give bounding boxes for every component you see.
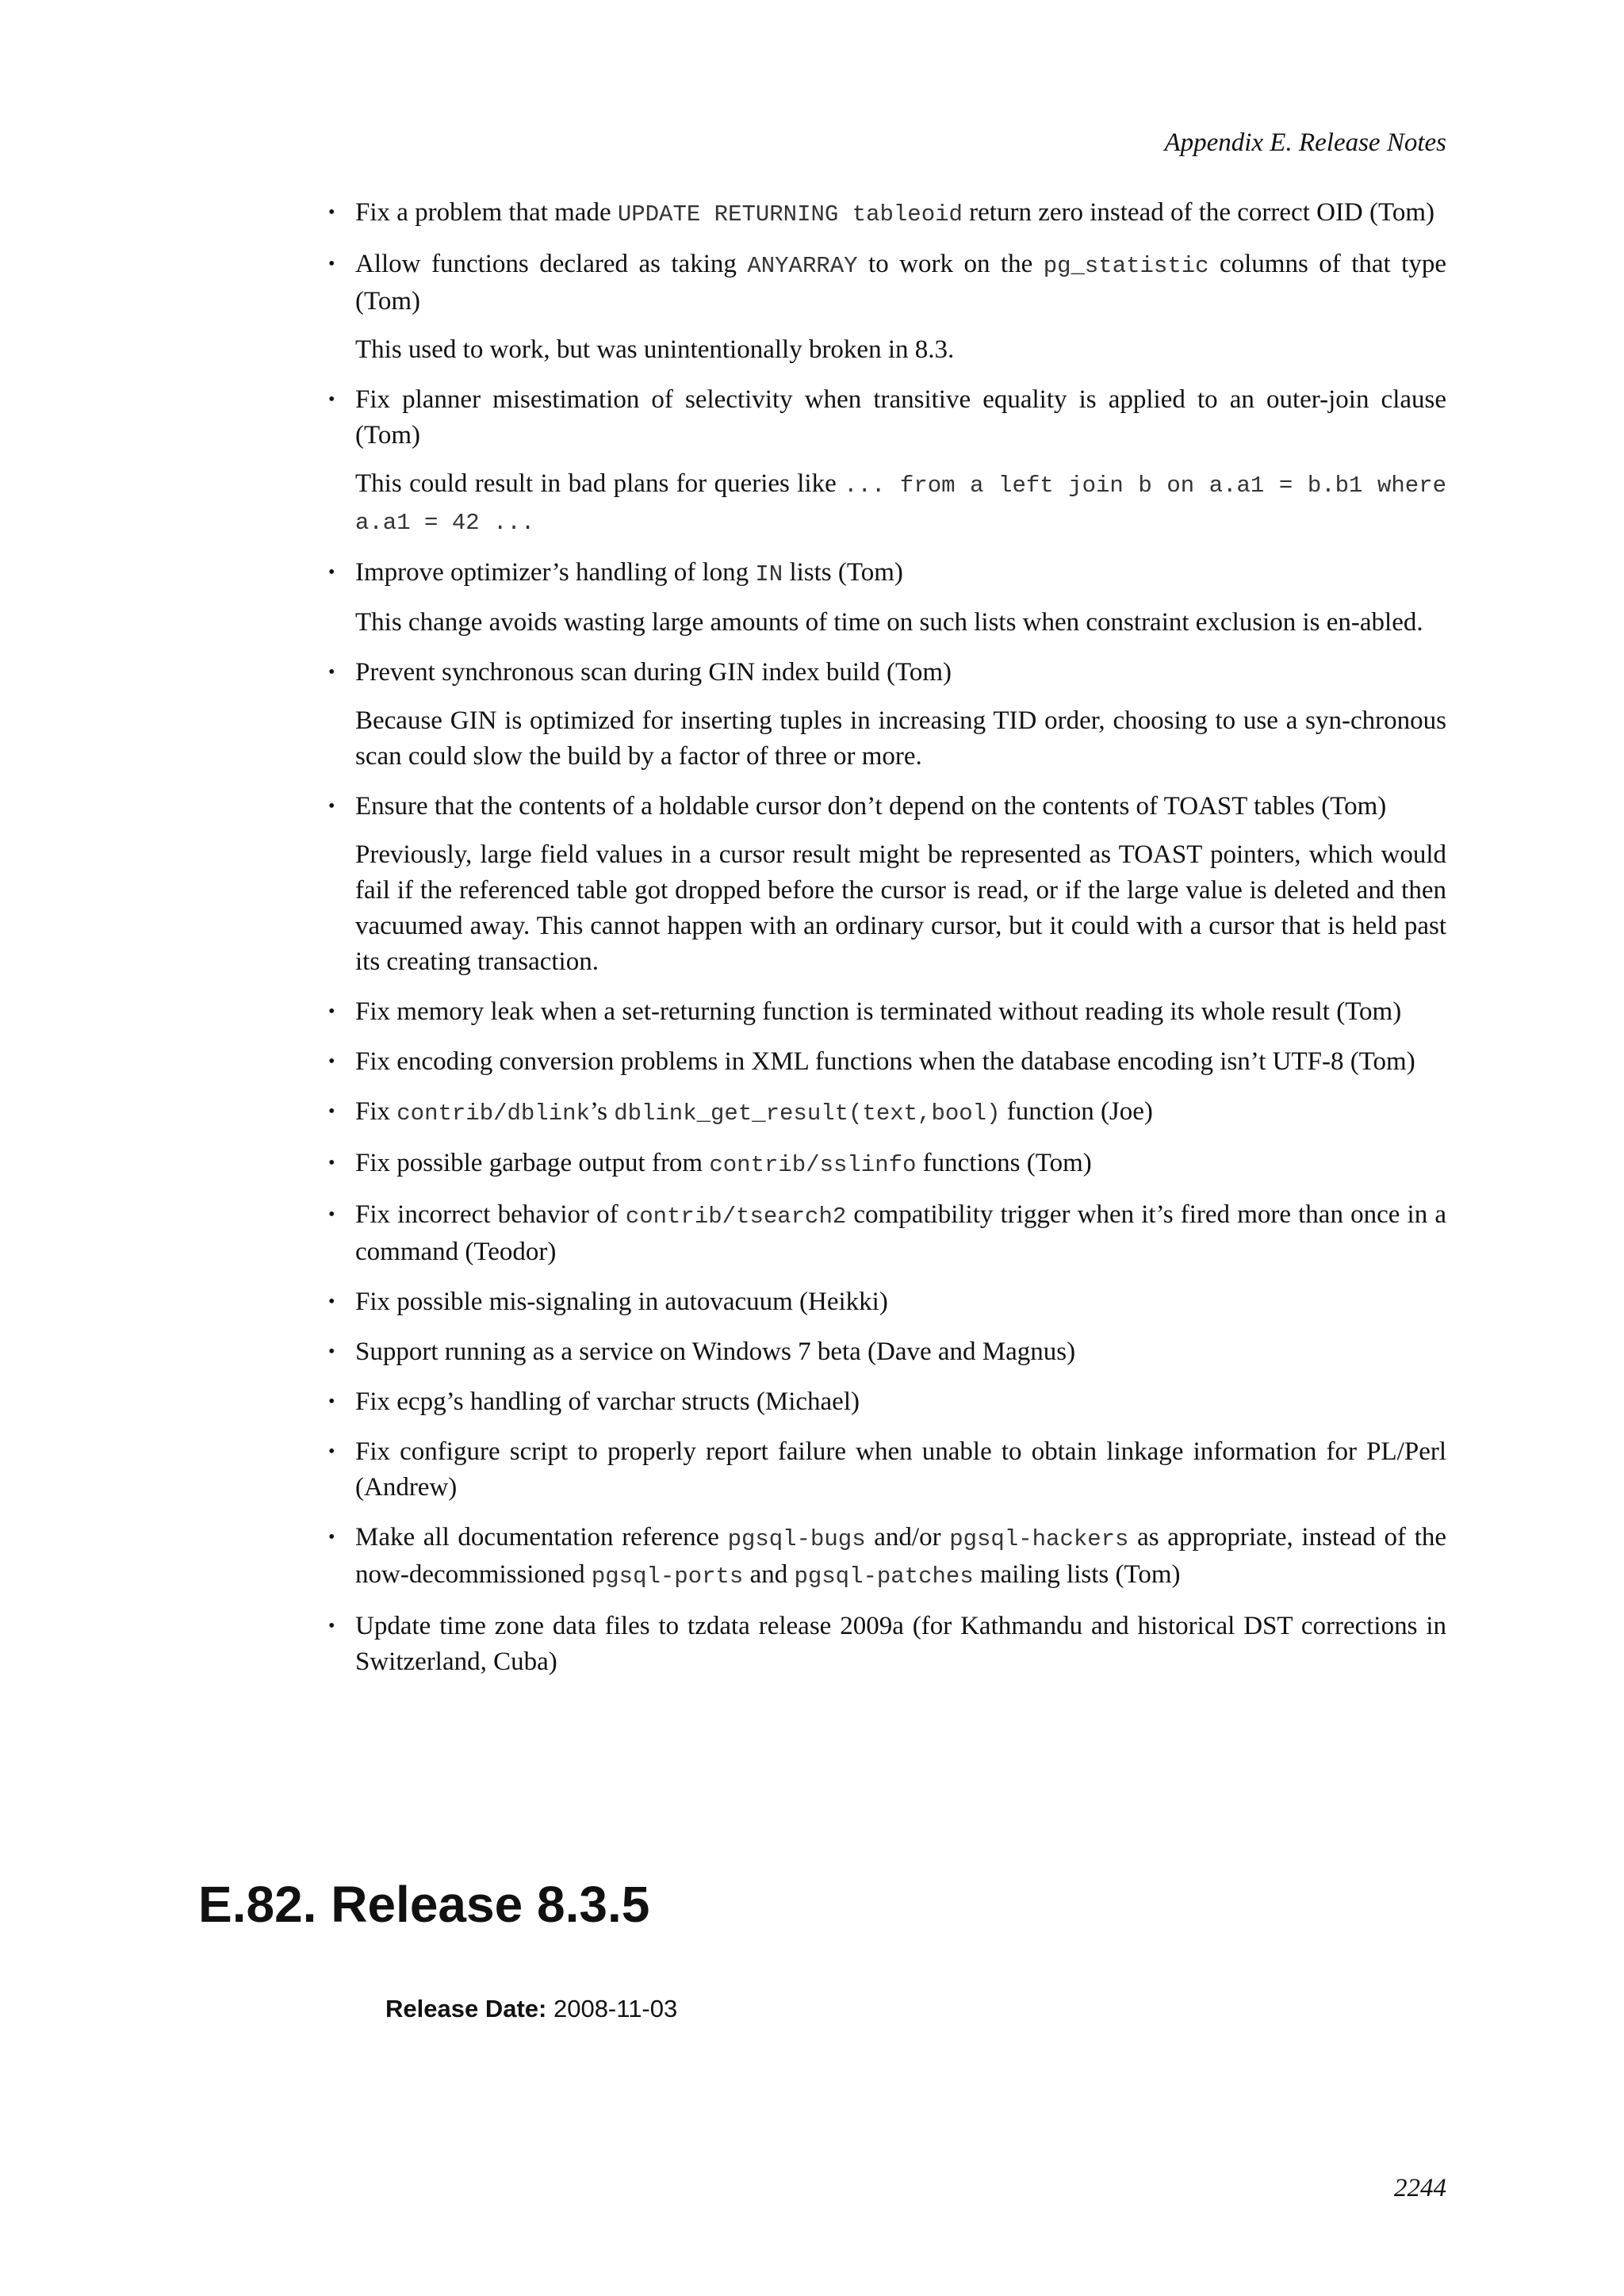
bullet-icon: • — [328, 1101, 335, 1122]
release-date-value: 2008-11-03 — [553, 1995, 678, 2022]
text-run: mailing lists (Tom) — [973, 1560, 1181, 1589]
text-run: Make all documentation reference — [355, 1523, 728, 1552]
bullet-icon: • — [328, 1204, 335, 1225]
page-number: 2244 — [1394, 2174, 1446, 2202]
section-title: E.82. Release 8.3.5 — [198, 1876, 650, 1933]
inline-code: ANYARRAY — [747, 253, 858, 279]
bullet-icon: • — [328, 1441, 335, 1462]
text-run: Previously, large field values in a cursor result might be represented as TOAST pointers, which would fail if the referenced table got dropped before the cursor is read, or if the large value is deleted and then vacuumed away. This cannot happen with an ordinary cursor, but it could with a cursor that is held past its creating transaction. — [355, 840, 1446, 976]
inline-code: pgsql-bugs — [727, 1526, 866, 1552]
text-run: return zero instead of the correct OID (Tom) — [962, 198, 1435, 227]
text-run: Fix configure script to properly report failure when unable to obtain linkage information for PL/Perl (Andrew) — [355, 1437, 1446, 1502]
text-run: Fix ecpg’s handling of varchar structs (Michael) — [355, 1387, 860, 1416]
text-run: and — [743, 1560, 795, 1589]
item-text — [355, 1609, 1446, 1680]
text-run: Fix — [355, 1097, 397, 1126]
text-run: and/or — [865, 1523, 950, 1552]
item-text — [355, 195, 1446, 232]
text-run: ’s — [589, 1097, 615, 1126]
inline-code: ... from a left join b on a.a1 = b.b1 where a.a1 = 42 ... — [355, 473, 1446, 536]
item-text — [355, 655, 1446, 691]
text-run: Fix possible mis-signaling in autovacuum (Heikki) — [355, 1288, 888, 1316]
item-note — [355, 703, 1446, 775]
inline-code: pgsql-ports — [591, 1563, 744, 1590]
text-run: Ensure that the contents of a holdable cursor don’t depend on the contents of TOAST tables (Tom) — [355, 792, 1387, 821]
item-note — [355, 837, 1446, 980]
text-run: Improve optimizer’s handling of long — [355, 558, 756, 587]
text-run: compatibility trigger when it’s fired more than once in a command (Teodor) — [355, 1200, 1447, 1266]
bullet-icon: • — [328, 796, 335, 817]
item-text — [355, 1520, 1446, 1594]
list-item — [328, 1146, 1446, 1183]
list-item — [328, 247, 1446, 368]
inline-code: IN — [755, 561, 783, 587]
bullet-icon: • — [328, 1051, 335, 1072]
list-item — [328, 555, 1446, 641]
item-text — [355, 1434, 1446, 1506]
item-text — [355, 1094, 1446, 1131]
list-item — [328, 1044, 1446, 1080]
bullet-icon: • — [328, 1292, 335, 1312]
inline-code: pgsql-hackers — [949, 1526, 1129, 1552]
list-item — [328, 1384, 1446, 1420]
list-item — [328, 655, 1446, 775]
text-run: functions (Tom) — [916, 1149, 1092, 1177]
bullet-icon: • — [328, 1341, 335, 1362]
text-run: Fix memory leak when a set-returning function is terminated without reading its whole result (Tom) — [355, 997, 1402, 1026]
text-run: Fix incorrect behavior of — [355, 1200, 626, 1229]
text-run: Because GIN is optimized for inserting tuples in increasing TID order, choosing to use a syn-chronous scan could slow the build by a factor of three or more. — [355, 706, 1446, 771]
list-item — [328, 1094, 1446, 1131]
list-item — [328, 1434, 1446, 1506]
list-item — [328, 994, 1446, 1030]
item-text — [355, 1334, 1446, 1370]
bullet-icon: • — [328, 662, 335, 683]
item-text — [355, 1146, 1446, 1183]
item-text — [355, 1284, 1446, 1320]
item-text — [355, 555, 1446, 592]
text-run: to work on the — [857, 250, 1044, 278]
item-text — [355, 1044, 1446, 1080]
list-item — [328, 1284, 1446, 1320]
list-item — [328, 789, 1446, 980]
text-run: Support running as a service on Windows 7 beta (Dave and Magnus) — [355, 1337, 1076, 1366]
bullet-icon: • — [328, 1527, 335, 1548]
bullet-icon: • — [328, 389, 335, 410]
inline-code: contrib/tsearch2 — [625, 1203, 847, 1230]
item-text — [355, 789, 1446, 825]
list-item — [328, 1334, 1446, 1370]
item-note — [355, 332, 1446, 368]
item-text — [355, 1197, 1446, 1270]
bullet-icon: • — [328, 1616, 335, 1636]
inline-code: contrib/sslinfo — [709, 1152, 917, 1178]
inline-code: contrib/dblink — [396, 1100, 590, 1127]
text-run: Fix planner misestimation of selectivity when transitive equality is applied to an outer-join clause (Tom) — [355, 385, 1446, 450]
bullet-icon: • — [328, 1391, 335, 1412]
text-run: Fix a problem that made — [355, 198, 618, 227]
text-run: This change avoids wasting large amounts of time on such lists when constraint exclusion is en-abled. — [355, 608, 1423, 637]
inline-code: dblink_get_result(text,bool) — [614, 1100, 1001, 1127]
list-item — [328, 1609, 1446, 1680]
item-text — [355, 247, 1446, 320]
text-run: This could result in bad plans for queries like — [355, 469, 845, 498]
release-notes-list — [328, 195, 1447, 1694]
bullet-icon: • — [328, 1001, 335, 1022]
text-run: Update time zone data files to tzdata release 2009a (for Kathmandu and historical DST corrections in Switzerland, Cuba) — [355, 1612, 1446, 1676]
item-note — [355, 605, 1446, 641]
inline-code: UPDATE RETURNING tableoid — [617, 201, 963, 228]
list-item — [328, 195, 1446, 232]
text-run: as appropriate, instead of the now-decommissioned — [355, 1523, 1447, 1589]
bullet-icon: • — [328, 254, 335, 274]
item-text — [355, 382, 1446, 453]
text-run: function (Joe) — [1000, 1097, 1153, 1126]
text-run: columns of that type (Tom) — [355, 250, 1446, 316]
bullet-icon: • — [328, 202, 335, 223]
text-run: Fix encoding conversion problems in XML functions when the database encoding isn’t UTF-8 (Tom) — [355, 1047, 1415, 1076]
bullet-icon: • — [328, 562, 335, 583]
item-note — [355, 466, 1446, 541]
text-run: This used to work, but was unintentionally broken in 8.3. — [355, 335, 955, 364]
bullet-icon: • — [328, 1153, 335, 1173]
release-date-label: Release Date: — [385, 1995, 547, 2022]
text-run: Allow functions declared as taking — [355, 250, 748, 278]
release-date-line — [385, 1993, 677, 2025]
list-item — [328, 1197, 1447, 1270]
text-run: lists (Tom) — [783, 558, 903, 587]
text-run: Prevent synchronous scan during GIN index build (Tom) — [355, 658, 952, 687]
item-text — [355, 994, 1446, 1030]
running-header: Appendix E. Release Notes — [1164, 128, 1446, 157]
text-run: Fix possible garbage output from — [355, 1149, 710, 1177]
inline-code: pg_statistic — [1043, 253, 1209, 279]
item-text — [355, 1384, 1446, 1420]
inline-code: pgsql-patches — [794, 1563, 974, 1590]
list-item — [328, 1520, 1447, 1594]
list-item — [328, 382, 1446, 541]
